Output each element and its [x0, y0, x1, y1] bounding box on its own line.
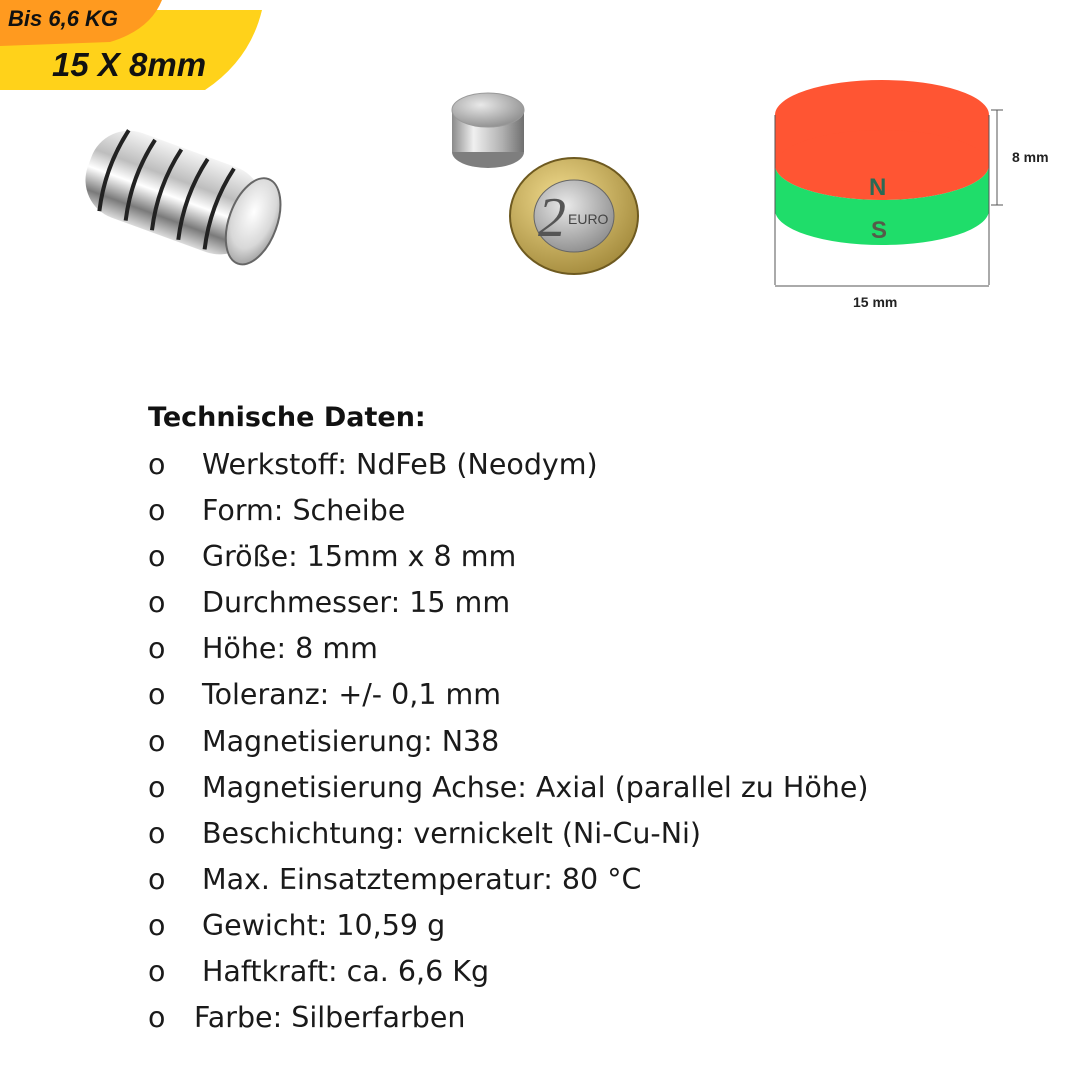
spec-item [148, 672, 502, 718]
bullet: o [148, 494, 166, 528]
spec-text: Farbe: Silberfarben [194, 1001, 466, 1035]
technical-data-title: Technische Daten: [148, 402, 426, 433]
coin-currency: EURO [568, 211, 609, 227]
spec-item [148, 580, 511, 626]
spec-text: Haftkraft: ca. 6,6 Kg [202, 955, 490, 989]
spec-item [148, 626, 426, 672]
spec-item [148, 488, 426, 534]
spec-item [148, 719, 500, 765]
bullet: o [148, 632, 166, 666]
spec-text: Toleranz: +/- 0,1 mm [202, 678, 502, 712]
bullet: o [148, 908, 166, 942]
coin-value: 2 [538, 187, 566, 249]
bullet: o [148, 586, 166, 620]
spec-text: Werkstoff: NdFeB (Neodym) [202, 448, 598, 481]
spec-item [148, 811, 702, 857]
size-badge [0, 0, 270, 95]
spec-text: Beschichtung: vernickelt (Ni-Cu-Ni) [202, 816, 702, 850]
spec-item [148, 534, 517, 580]
badge-weight: Bis 6,6 KG [8, 6, 119, 31]
bullet: o [148, 955, 166, 989]
spec-text: Max. Einsatztemperatur: 80 °C [202, 862, 642, 896]
badge-size: 15 X 8mm [52, 46, 207, 83]
spec-item [148, 442, 598, 488]
bullet: o [148, 724, 166, 758]
spec-item [148, 765, 869, 811]
bullet: o [148, 862, 166, 896]
bullet: o [148, 816, 166, 850]
spec-text: Durchmesser: 15 mm [202, 586, 511, 620]
bullet: o [148, 678, 166, 712]
spec-text: Magnetisierung Achse: Axial (parallel zu Höhe) [202, 770, 869, 804]
width-dimension-label: 15 mm [853, 294, 898, 310]
north-pole-label: N [869, 174, 887, 201]
spec-text: Form: Scheibe [202, 494, 406, 528]
spec-text: Größe: 15mm x 8 mm [202, 540, 517, 574]
bullet: o [148, 1001, 166, 1035]
spec-text: Gewicht: 10,59 g [202, 908, 446, 942]
spec-item [148, 995, 466, 1041]
magnet-stack-image [60, 110, 300, 290]
bullet: o [148, 770, 166, 804]
spec-text: Magnetisierung: N38 [202, 724, 500, 758]
spec-item [148, 857, 642, 903]
bullet: o [148, 448, 166, 481]
spec-item [148, 903, 446, 949]
technical-data [148, 398, 869, 1041]
height-dimension-label: 8 mm [1012, 149, 1049, 165]
spec-text: Höhe: 8 mm [202, 632, 378, 666]
pole-dimension-diagram [765, 80, 1005, 300]
bullet: o [148, 540, 166, 574]
spec-item [148, 949, 490, 995]
south-pole-label: S [871, 217, 888, 244]
magnet-with-coin-image [440, 88, 650, 278]
